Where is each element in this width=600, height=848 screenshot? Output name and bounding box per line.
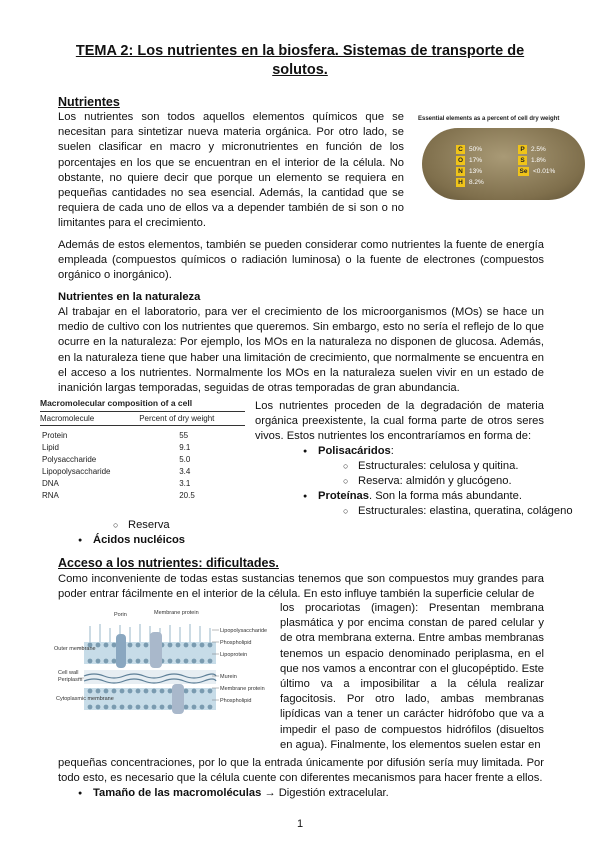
section-paragraph: pequeñas concentraciones, por lo que la entrada únicamente por difusión sería muy limitada. Por todo esto, es necesario que la célula cuente con diferentes mecanismos para hacer frente a ellos. — [58, 757, 544, 785]
figure-label: Periplasm — [58, 677, 83, 683]
table-header: Macromolecule — [40, 412, 139, 426]
list-item: ● Tamaño de las macromoléculas → Digestión extracelular. — [93, 786, 389, 801]
section-paragraph: los procariotas (imagen): Presentan membrana plasmática y por encima constan de pared celular y de otra membrana externa. Entre ambas membranas tenemos un espacio denominado periplasma, en el que nos vamos a encontrar con el glucopéptido. Este último va a imposibilitar a la célula realizar fagocitosis. Por otro lado, ambas membranas lipídicas van a tener un carácter hidrófobo que va a impedir el paso de compuestos hidrófilos (disueltos en agua). Finalmente, los elementos suelen estar en — [280, 602, 544, 751]
figure-label: Lipoprotein — [220, 652, 248, 658]
table-header: Percent of dry weight — [139, 412, 245, 426]
element-entry: O 17% — [457, 157, 483, 164]
table-row: DNA 3.1 — [42, 479, 191, 488]
table-row: Protein 55 — [42, 431, 189, 440]
list-item: ○ Reserva: almidón y glucógeno. — [358, 474, 512, 489]
element-entry: H 8.2% — [456, 178, 484, 187]
essential-elements-figure — [422, 128, 585, 200]
list-item: ● Ácidos nucléicos — [93, 533, 185, 548]
table-row: RNA 20.5 — [42, 491, 195, 500]
section-heading-acceso: Acceso a los nutrientes: dificultades. — [58, 556, 279, 570]
section-heading-naturaleza: Nutrientes en la naturaleza — [58, 291, 201, 303]
macromolecule-table — [40, 398, 245, 502]
section-paragraph: Los nutrientes son todos aquellos elementos químicos que se necesitan para sintetizar nueva materia orgánica. Por otro lado, se suelen clasificar en macro y micronutrientes en función de los porcentajes en los que se encuentran en el interior de la célula. No obstante, no quiere decir que porque un elemento se requiera en pequeñas cantidades no sea esencial. Además, la cantidad que se requiera de cada uno de ellos va a depender también de si son o no limitantes para el crecimiento. — [58, 111, 404, 230]
table-row: Lipid 9.1 — [42, 443, 191, 452]
cell-envelope-figure — [54, 604, 272, 760]
section-paragraph: Como inconveniente de todas estas sustancias tenemos que son compuestos muy grandes para poder entrar fácilmente en el interior de la célula. En esto influye también la superficie celular de — [58, 573, 544, 601]
figure-label: Porin — [114, 612, 127, 618]
list-item: ○ Reserva — [128, 518, 170, 533]
section-paragraph: Los nutrientes proceden de la degradación de materia orgánica preexistente, la cual forma parte de otros seres vivos. Estos nutrientes los encontraríamos en forma de: — [255, 400, 544, 443]
figure-label: Cytoplasmic membrane — [56, 696, 114, 702]
list-item: ● Polisacáridos: — [318, 444, 394, 459]
figure-label: Cell wall — [58, 670, 79, 676]
element-entry: N 13% — [456, 167, 482, 176]
element-entry: C 50% — [456, 145, 482, 154]
element-entry: P 2.5% — [518, 145, 546, 154]
list-item: ● Proteínas. Son la forma más abundante. — [318, 489, 522, 504]
section-heading-nutrientes: Nutrientes — [58, 95, 120, 109]
figure-label: Phospholipid — [220, 640, 252, 646]
list-item: ○ Estructurales: celulosa y quitina. — [358, 459, 518, 474]
figure-label: Outer membrane — [54, 646, 96, 652]
table-caption: Macromolecular composition of a cell — [40, 398, 193, 408]
element-entry: S 1.8% — [518, 156, 546, 165]
figure-label: Lipopolysaccharide — [220, 628, 268, 634]
figure-label: Membrane protein — [154, 610, 199, 616]
element-entry: Se <0.01% — [519, 168, 556, 175]
figure-label: Murein — [220, 674, 237, 680]
list-item: ○ Estructurales: elastina, queratina, colágeno — [358, 504, 573, 519]
table-row: Polysaccharide 5.0 — [42, 455, 191, 464]
figure-label: Membrane protein — [220, 686, 265, 692]
section-paragraph: Además de estos elementos, también se pueden considerar como nutrientes la fuente de energía empleada (compuestos químicos o radiación luminosa) o la fuente de electrones (compuestos orgánico o inorgánico). — [58, 239, 544, 282]
page-title: TEMA 2: Los nutrientes en la biosfera. Sistemas de transporte de solutos. — [75, 43, 525, 78]
table-row: Lipopolysaccharide 3.4 — [42, 467, 191, 476]
figure-caption: Essential elements as a percent of cell dry weight — [418, 116, 560, 122]
page-number: 1 — [296, 818, 304, 830]
section-paragraph: Al trabajar en el laboratorio, para ver el crecimiento de los microorganismos (MOs) se hace un medio de cultivo con los nutrientes que queremos. Sin embargo, esto no sería el reflejo de lo que ocurre en la naturaleza: Por ejemplo, los MOs en la naturaleza no disponen de glucosa. Además, en la naturaleza tiene que haber una limitación de crecimiento, que normalmente se encuentra en el acceso a los nutrientes. Normalmente los MOs en la naturaleza suelen vivir en un estado de inanición largas temporadas, seguidas de otras temporadas de gran abundancia. — [58, 306, 544, 395]
figure-label: Phospholipid — [220, 698, 252, 704]
